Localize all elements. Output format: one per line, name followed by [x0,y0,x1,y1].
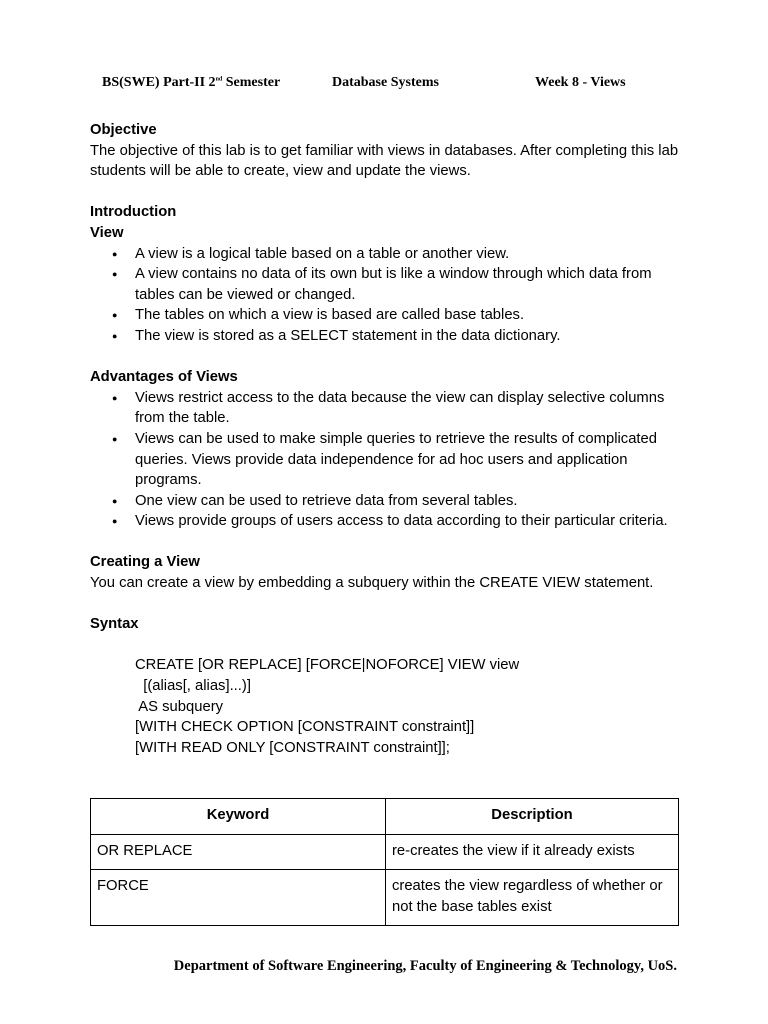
creating-heading: Creating a View [90,554,200,571]
list-item: ● Views can be used to make simple queries to retrieve the results of complicated queries. Views provide data independence for ad hoc users and application programs. [90,429,680,491]
description-cell: re-creates the view if it already exists [386,834,679,870]
syntax-block [90,655,680,758]
objective-text: The objective of this lab is to get familiar with views in databases. After completing this lab students will be able to create, view and update the views. [90,142,679,180]
page-footer: Department of Software Engineering, Faculty of Engineering & Technology, UoS. [173,958,677,974]
document-body [90,120,680,758]
week-label: Week 8 - Views [535,75,626,90]
list-item: ● The view is stored as a SELECT statement in the data dictionary. [90,326,680,347]
syntax-line: [WITH CHECK OPTION [CONSTRAINT constraint]] [135,719,475,736]
list-item: ● A view contains no data of its own but is like a window through which data from tables can be viewed or changed. [90,264,680,305]
syntax-line: [WITH READ ONLY [CONSTRAINT constraint]]; [135,739,450,756]
keyword-cell: FORCE [91,870,386,926]
objective-heading: Objective [90,122,157,138]
course-prefix: BS(SWE) Part-II 2 [102,75,216,90]
subject-label: Database Systems [332,75,439,90]
table-row [91,834,679,870]
list-item: ● Views restrict access to the data because the view can display selective columns from the table. [90,388,680,429]
list-item: ● A view is a logical table based on a table or another view. [90,244,680,265]
syntax-heading: Syntax [90,616,139,633]
keyword-column-header: Keyword [91,799,386,835]
list-item: ● Views provide groups of users access to data according to their particular criteria. [90,511,680,532]
syntax-line: AS subquery [135,698,224,715]
introduction-list [90,244,680,347]
table-header-row [91,799,679,835]
keyword-cell: OR REPLACE [91,834,386,870]
course-superscript: nd [215,76,223,83]
table-row [91,870,679,926]
course-label [102,75,280,91]
description-cell: creates the view regardless of whether or not the base tables exist [386,870,679,926]
syntax-line: CREATE [OR REPLACE] [FORCE|NOFORCE] VIEW view [135,657,520,674]
advantages-list [90,388,680,532]
advantages-heading: Advantages of Views [90,369,238,386]
view-subheading: View [90,224,124,241]
course-suffix: Semester [222,75,281,90]
description-column-header: Description [386,799,679,835]
introduction-heading: Introduction [90,204,177,221]
page-header [0,75,768,95]
keyword-table [90,798,679,926]
list-item: ● The tables on which a view is based are called base tables. [90,305,680,326]
syntax-line: [(alias[, alias]...)] [135,678,251,695]
list-item: ● One view can be used to retrieve data from several tables. [90,491,680,512]
creating-text: You can create a view by embedding a subquery within the CREATE VIEW statement. [90,575,654,592]
